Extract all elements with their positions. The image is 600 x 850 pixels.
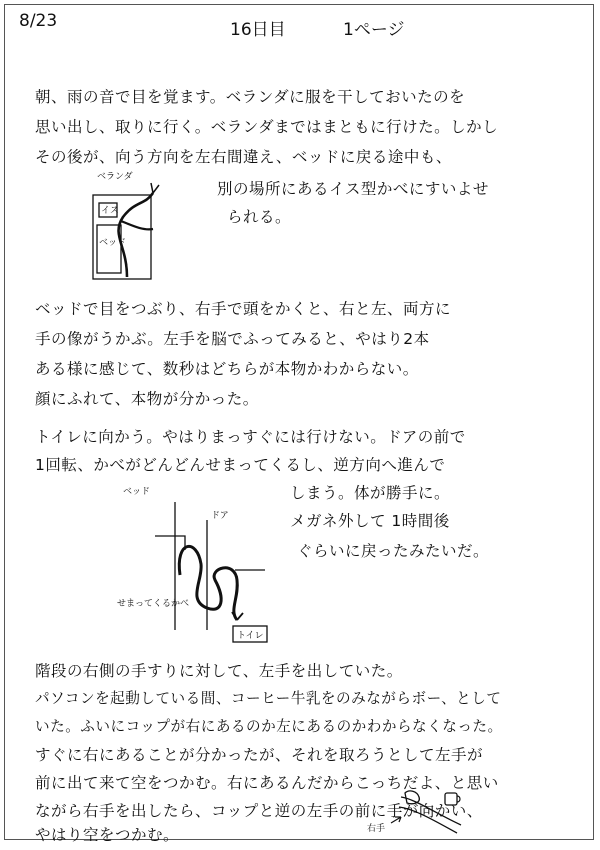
bed-label: ベッド — [99, 238, 127, 248]
diary-page — [4, 4, 594, 844]
text-line: 手の像がうかぶ。左手を脳でふってみると、やはり2本 — [35, 330, 430, 348]
hallway-sketch — [115, 480, 275, 650]
wall-label: せまってくるかべ — [117, 599, 190, 609]
text-line: 1回転、かべがどんどんせまってくるし、逆方向へ進んで — [35, 456, 446, 474]
text-line: 思い出し、取りに行く。ベランダまではまともに行けた。しかし — [35, 118, 499, 136]
text-line: すぐに右にあることが分かったが、それを取ろうとして左手が — [35, 746, 484, 764]
text-line: ながら右手を出したら、コップと逆の左手の前に手が向かい、 — [35, 802, 483, 820]
text-line: られる。 — [227, 208, 292, 226]
bed-label: ベッド — [123, 487, 151, 497]
text-line: しまう。体が勝手に。 — [290, 484, 451, 502]
date: 8/23 — [19, 11, 58, 31]
toilet-label: トイレ — [237, 631, 264, 641]
text-line: その後が、向う方向を左右間違え、ベッドに戻る途中も、 — [35, 148, 452, 166]
text-line: ある様に感じて、数秒はどちらが本物かわからない。 — [35, 360, 419, 378]
text-line: 顔にふれて、本物が分かった。 — [35, 390, 259, 408]
text-line: パソコンを起動している間、コーヒー牛乳をのみながらボー、として — [35, 690, 502, 707]
hand-cup-sketch — [365, 785, 475, 837]
text-line: 前に出て来て空をつかむ。右にあるんだからこっちだよ、と思い — [35, 774, 499, 792]
door-label: ドア — [211, 511, 229, 521]
text-line: 階段の右側の手すりに対して、左手を出していた。 — [35, 662, 403, 680]
text-line: トイレに向かう。やはりまっすぐには行けない。ドアの前で — [35, 428, 466, 446]
text-line: ベッドで目をつぶり、右手で頭をかくと、右と左、両方に — [35, 300, 452, 318]
right-hand-label: 右手 — [367, 824, 386, 834]
veranda-label: ベランダ — [97, 172, 133, 182]
chair-label: イス — [101, 206, 119, 216]
text-line: メガネ外して 1時間後 — [290, 512, 450, 530]
day-count: 16日目 — [230, 20, 286, 40]
room-sketch — [83, 165, 193, 289]
text-line: ぐらいに戻ったみたいだ。 — [297, 542, 490, 560]
text-line: いた。ふいにコップが右にあるのか左にあるのかわからなくなった。 — [35, 718, 503, 735]
text-line: 朝、雨の音で目を覚ます。ベランダに服を干しておいたのを — [35, 88, 466, 106]
text-line: 別の場所にあるイス型かべにすいよせ — [217, 180, 489, 198]
page-number: 1ページ — [343, 20, 405, 40]
text-line: やはり空をつかむ。 — [35, 826, 180, 844]
